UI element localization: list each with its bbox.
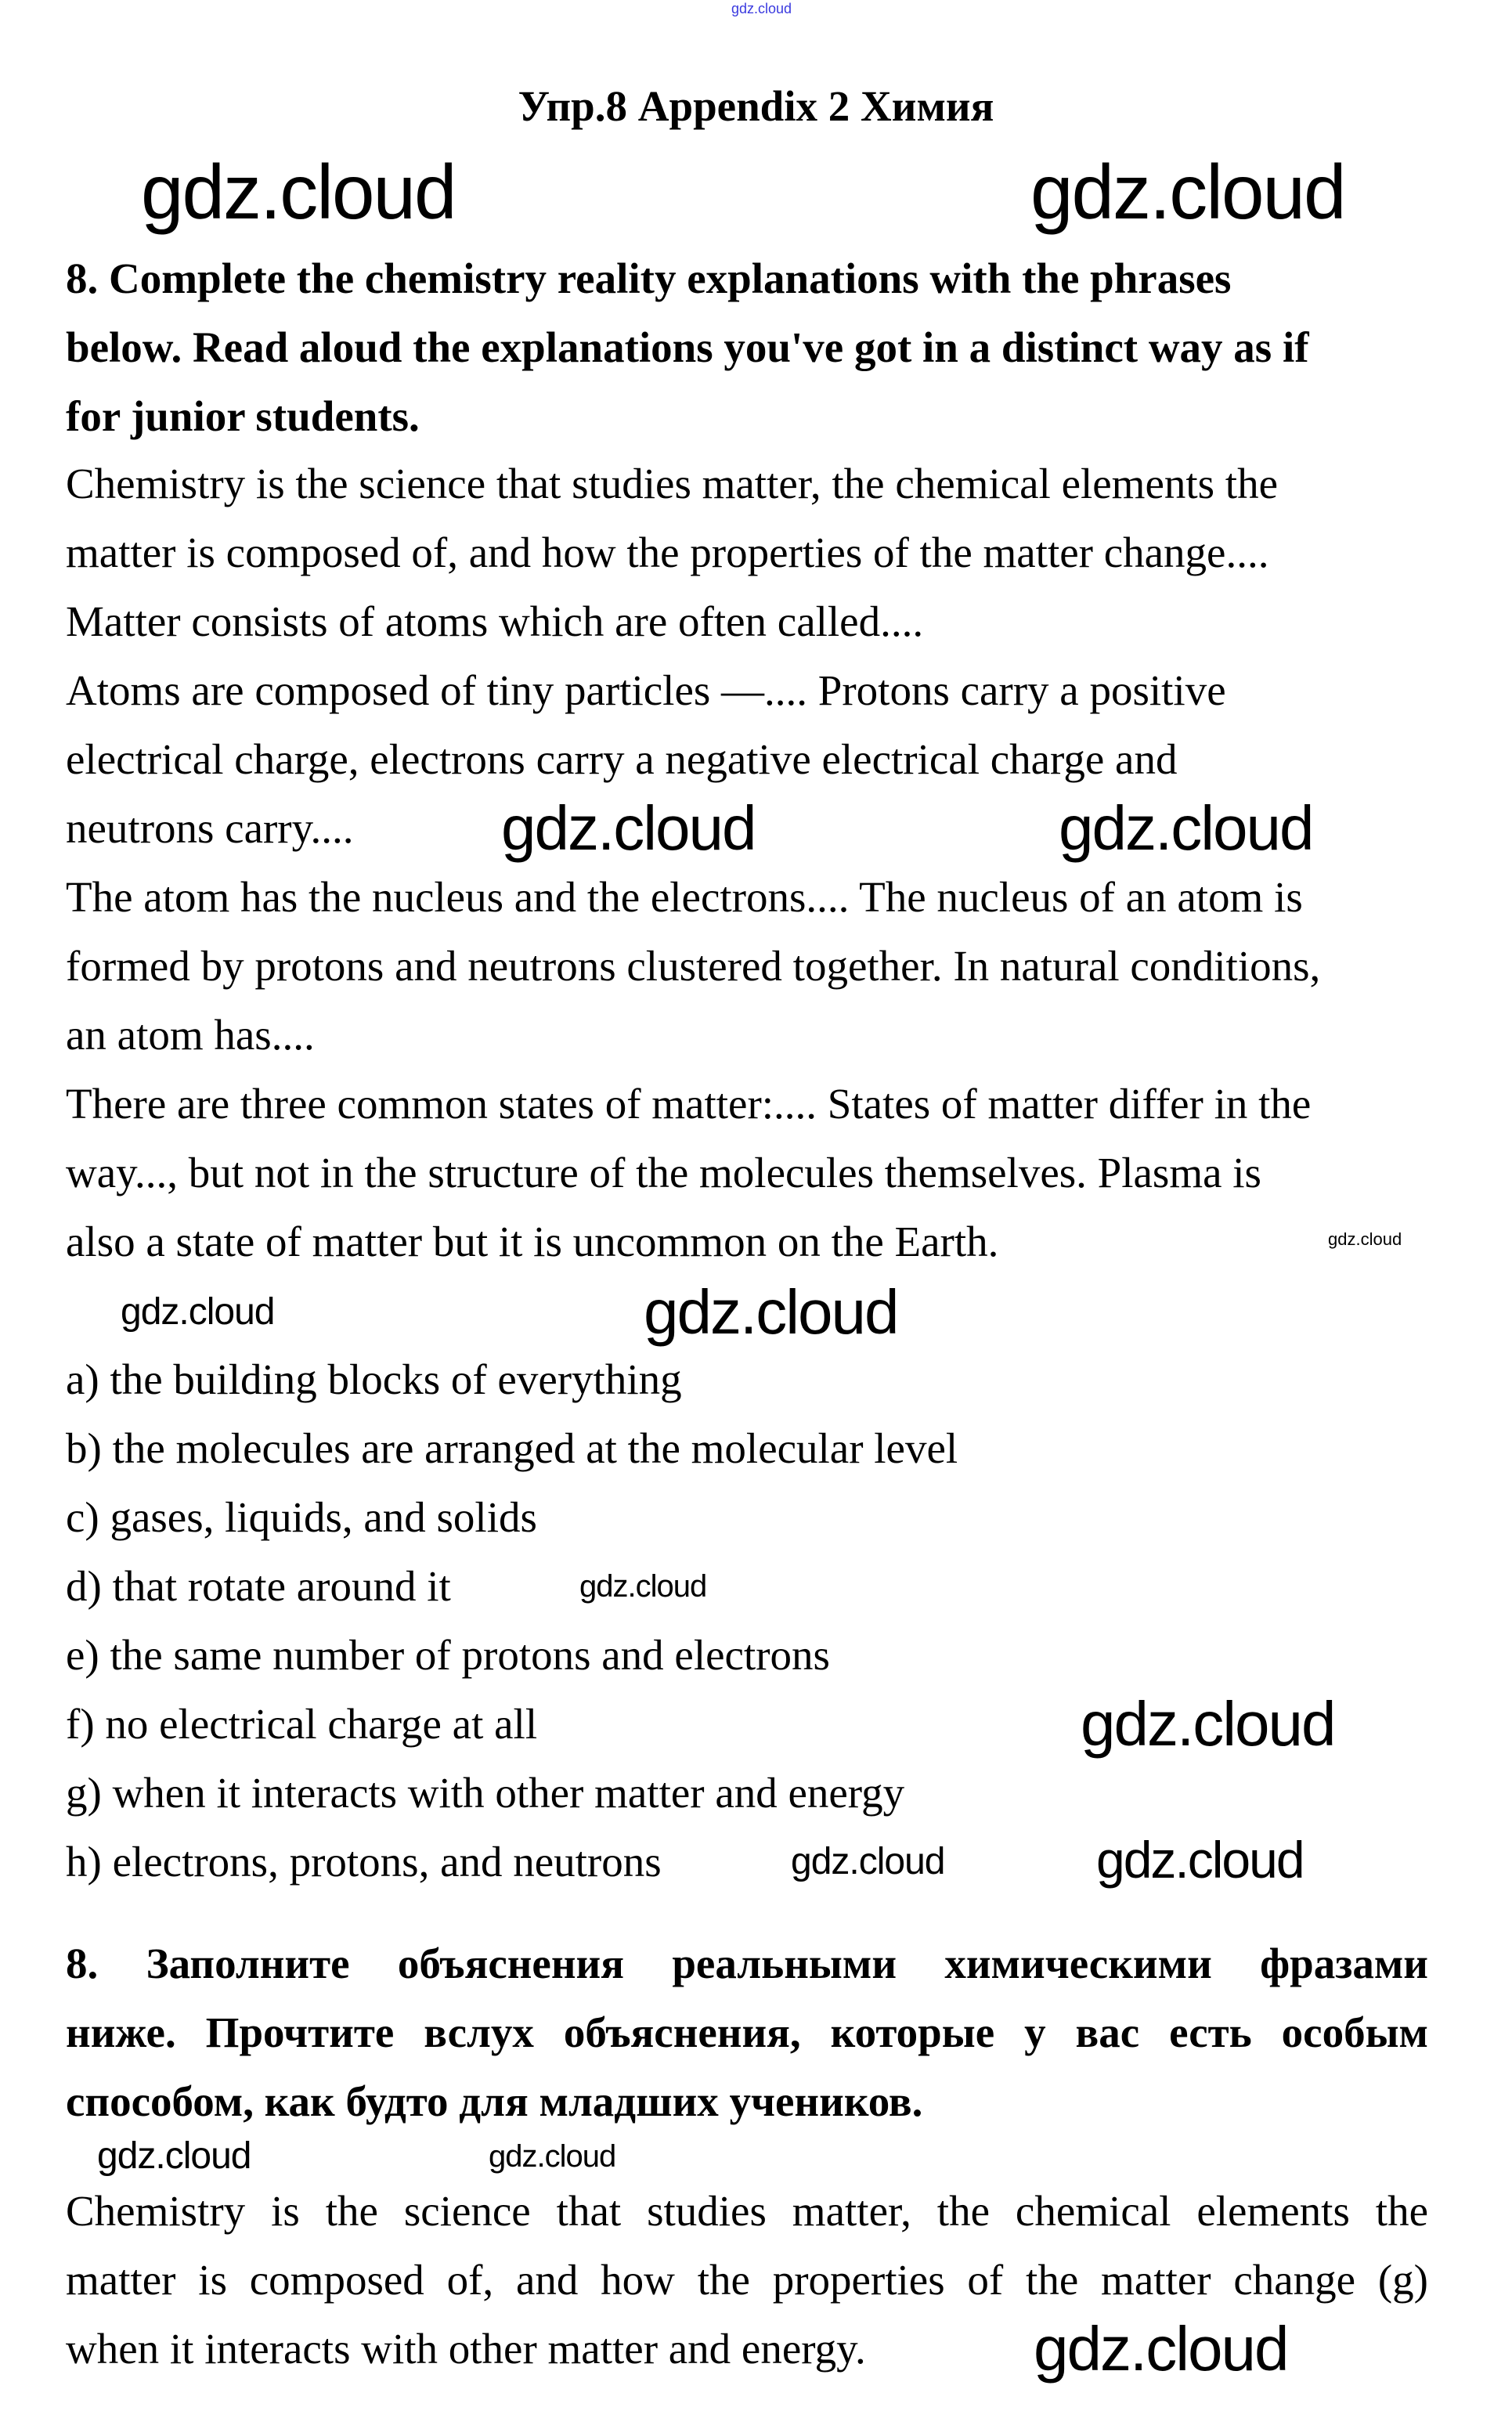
watermark: gdz.cloud [791,1841,945,1882]
watermark: gdz.cloud [1059,793,1313,863]
body-line: an atom has.... [66,1011,315,1059]
body-line: Chemistry is the science that studies matter, the chemical elements the [66,460,1279,507]
task-heading-line: for junior students. [66,392,420,440]
body-line: neutrons carry.... [66,804,354,852]
watermark: gdz.cloud [644,1277,898,1347]
task-heading-line: below. Read aloud the explanations you've got in a distinct way as if [66,323,1309,371]
option-a: a) the building blocks of everything [66,1355,682,1403]
answer-line: when it interacts with other matter and energy. [66,2325,866,2373]
task-heading-ru-line: способом, как будто для младших учеников. [66,2077,923,2125]
body-line: formed by protons and neutrons clustered together. In natural conditions, [66,942,1321,990]
body-line: The atom has the nucleus and the electrons.... The nucleus of an atom is [66,873,1303,921]
body-line: There are three common states of matter:.... States of matter differ in the [66,1080,1312,1128]
body-line: matter is composed of, and how the properties of the matter change.... [66,529,1269,576]
watermark: gdz.cloud [501,793,756,863]
answer-line: matter is composed of, and how the properties of the matter change (g) [66,2256,1428,2304]
watermark: gdz.cloud [1096,1831,1304,1889]
body-line: electrical charge, electrons carry a negative electrical charge and [66,735,1178,783]
watermark: gdz.cloud [489,2139,616,2174]
task-heading-ru-line: ниже. Прочтите вслух объяснения, которые у вас есть особым [66,2008,1428,2056]
watermark: gdz.cloud [121,1291,275,1333]
body-line: way..., but not in the structure of the molecules themselves. Plasma is [66,1149,1261,1196]
watermark: gdz.cloud [141,149,456,235]
watermark: gdz.cloud [1034,2314,1288,2384]
option-b: b) the molecules are arranged at the molecular level [66,1424,958,1472]
option-e: e) the same number of protons and electrons [66,1631,830,1679]
body-line: Matter consists of atoms which are often called.... [66,597,924,645]
watermark: gdz.cloud [1081,1689,1335,1759]
watermark: gdz.cloud [1030,149,1345,235]
page-title: Упр.8 Appendix 2 Химия [518,82,994,130]
option-d: d) that rotate around it [66,1562,451,1610]
task-heading-line: 8. Complete the chemistry reality explanations with the phrases [66,254,1232,302]
watermark: gdz.cloud [579,1569,707,1604]
body-line: Atoms are composed of tiny particles —.... Protons carry a positive [66,666,1226,714]
option-g: g) when it interacts with other matter and energy [66,1769,905,1817]
body-line: also a state of matter but it is uncommon on the Earth. [66,1218,999,1265]
answer-line: Chemistry is the science that studies matter, the chemical elements the [66,2187,1428,2235]
option-c: c) gases, liquids, and solids [66,1493,537,1541]
watermark: gdz.cloud [1328,1229,1402,1249]
watermark: gdz.cloud [97,2135,251,2177]
task-heading-ru-line: 8. Заполните объяснения реальными химическими фразами [66,1940,1428,1987]
watermark: gdz.cloud [731,1,792,16]
option-h: h) electrons, protons, and neutrons [66,1838,662,1886]
option-f: f) no electrical charge at all [66,1700,538,1748]
